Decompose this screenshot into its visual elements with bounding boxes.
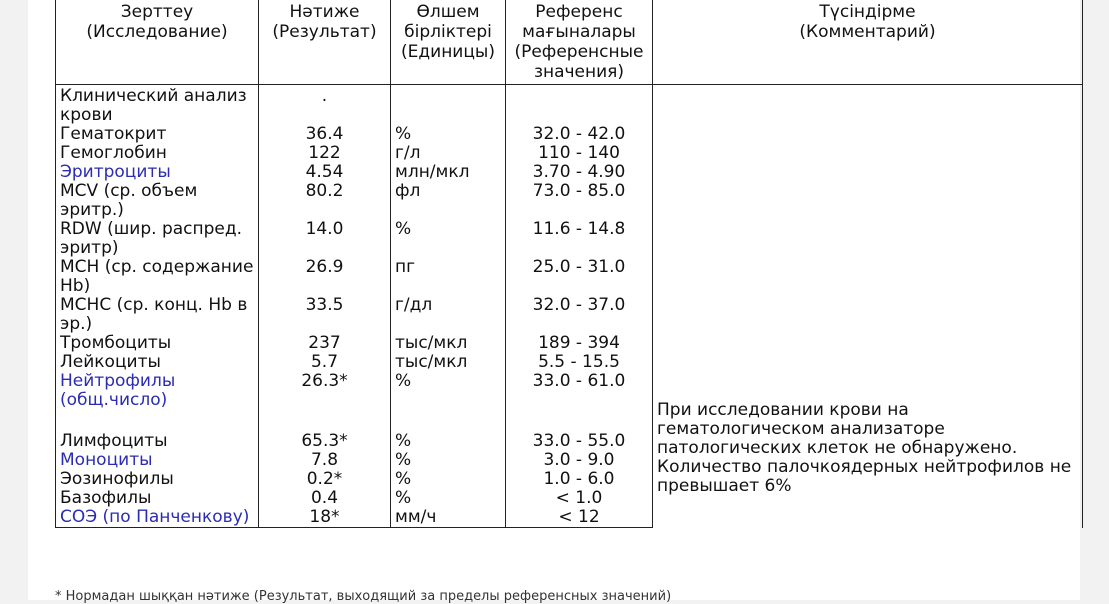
test-result: 80.2 — [259, 182, 391, 220]
test-unit: % — [391, 125, 506, 144]
test-result: 0.4 — [259, 489, 391, 508]
test-reference: 32.0 - 37.0 — [506, 296, 653, 334]
test-name: Клинический анализ крови — [56, 85, 259, 126]
test-result: 14.0 — [259, 220, 391, 258]
comment-cell: При исследовании крови на гематологическом анализаторе патологических клеток не обнаружено. Количество палочкоядерных нейтрофилов не превышает 6% — [653, 85, 1083, 528]
test-result: 36.4 — [259, 125, 391, 144]
test-unit — [391, 85, 506, 126]
test-name: Базофилы — [56, 489, 259, 508]
test-unit: фл — [391, 182, 506, 220]
test-reference: 32.0 - 42.0 — [506, 125, 653, 144]
test-reference: 25.0 - 31.0 — [506, 258, 653, 296]
test-name: Лимфоциты — [56, 432, 259, 451]
table-row — [56, 85, 1083, 126]
test-result: 26.3* — [259, 372, 391, 432]
test-name-link[interactable]: Эритроциты — [60, 162, 171, 182]
test-unit: пг — [391, 258, 506, 296]
test-reference: 3.0 - 9.0 — [506, 451, 653, 470]
test-unit: % — [391, 432, 506, 451]
test-name: Гемоглобин — [56, 144, 259, 163]
test-reference: 189 - 394 — [506, 334, 653, 353]
footnote: * Нормадан шыққан нәтиже (Результат, выходящий за пределы референсных значений) — [55, 589, 672, 604]
test-reference: 33.0 - 61.0 — [506, 372, 653, 432]
test-result: 122 — [259, 144, 391, 163]
test-name: Гематокрит — [56, 125, 259, 144]
test-name: Эозинофилы — [56, 470, 259, 489]
test-unit: % — [391, 451, 506, 470]
test-reference — [506, 85, 653, 126]
test-unit: г/дл — [391, 296, 506, 334]
test-reference: 110 - 140 — [506, 144, 653, 163]
header-comment: Түсіндірме (Комментарий) — [653, 0, 1083, 85]
test-name-link[interactable]: Моноциты — [60, 450, 153, 470]
test-name-link[interactable]: Нейтрофилы (общ.число) — [60, 371, 176, 410]
test-name: Тромбоциты — [56, 334, 259, 353]
test-unit: млн/мкл — [391, 163, 506, 182]
test-result: 0.2* — [259, 470, 391, 489]
test-unit: % — [391, 470, 506, 489]
test-unit: мм/ч — [391, 508, 506, 528]
test-name: MCHC (ср. конц. Hb в эр.) — [56, 296, 259, 334]
test-reference: 1.0 - 6.0 — [506, 470, 653, 489]
header-test: Зерттеу (Исследование) — [56, 0, 259, 85]
test-reference: 33.0 - 55.0 — [506, 432, 653, 451]
test-result: 18* — [259, 508, 391, 528]
test-unit: % — [391, 489, 506, 508]
results-body — [56, 85, 1083, 528]
test-result: 26.9 — [259, 258, 391, 296]
test-unit: тыс/мкл — [391, 334, 506, 353]
table-header-row — [56, 0, 1083, 85]
lab-results-table — [55, 0, 1083, 528]
test-result: . — [259, 85, 391, 126]
test-result: 5.7 — [259, 353, 391, 372]
report-page — [28, 0, 1080, 604]
header-result: Нәтиже (Результат) — [259, 0, 391, 85]
test-unit: г/л — [391, 144, 506, 163]
test-unit: % — [391, 220, 506, 258]
test-result: 65.3* — [259, 432, 391, 451]
test-result: 237 — [259, 334, 391, 353]
test-unit: % — [391, 372, 506, 432]
test-reference: 11.6 - 14.8 — [506, 220, 653, 258]
test-unit: тыс/мкл — [391, 353, 506, 372]
test-reference: < 12 — [506, 508, 653, 528]
test-reference: 3.70 - 4.90 — [506, 163, 653, 182]
test-name: Лейкоциты — [56, 353, 259, 372]
test-result: 33.5 — [259, 296, 391, 334]
test-reference: < 1.0 — [506, 489, 653, 508]
test-reference: 5.5 - 15.5 — [506, 353, 653, 372]
test-result: 7.8 — [259, 451, 391, 470]
test-name-link[interactable]: СОЭ (по Панченкову) — [60, 507, 250, 527]
header-reference: Референс мағыналары (Референсные значения) — [506, 0, 653, 85]
test-name: RDW (шир. распред. эритр) — [56, 220, 259, 258]
header-unit: Өлшем бірліктері (Единицы) — [391, 0, 506, 85]
test-name: MCV (ср. объем эритр.) — [56, 182, 259, 220]
test-name: MCH (ср. содержание Hb) — [56, 258, 259, 296]
test-reference: 73.0 - 85.0 — [506, 182, 653, 220]
test-result: 4.54 — [259, 163, 391, 182]
